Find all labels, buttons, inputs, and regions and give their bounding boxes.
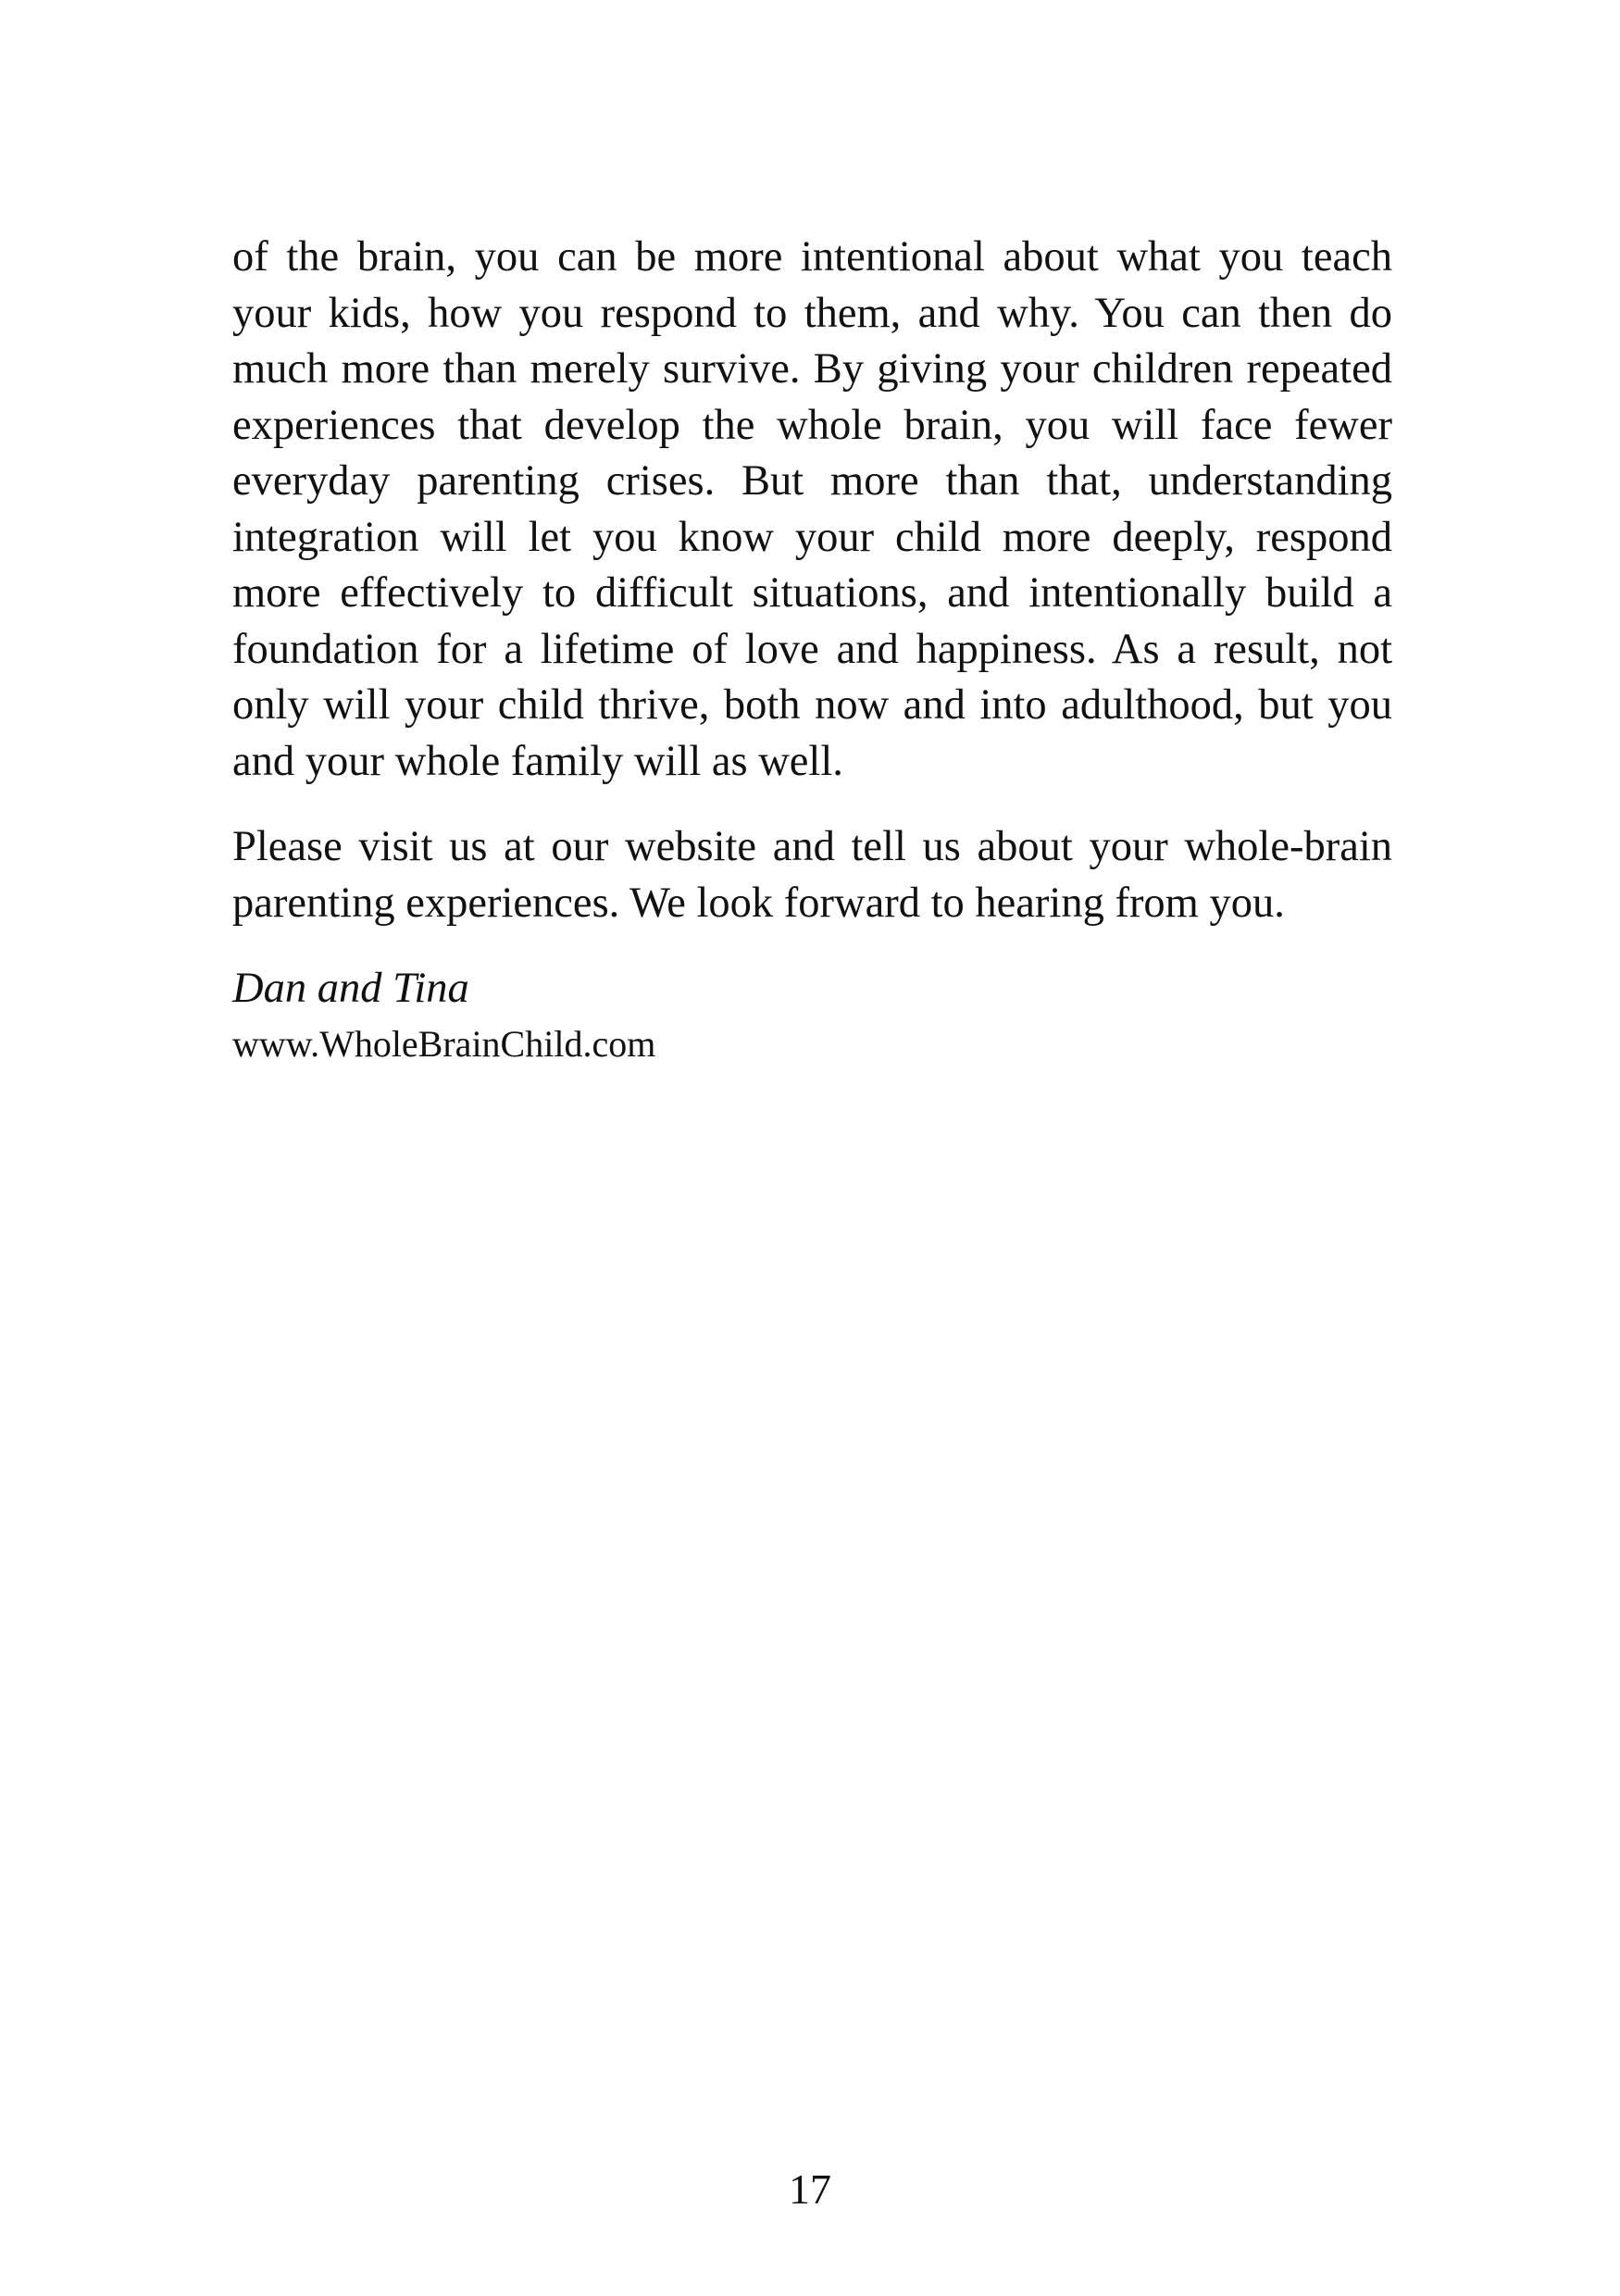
paragraph-invitation: Please visit us at our website and tell us about your whole-brain parenting experiences. We look forward to hearing from you. bbox=[232, 823, 1392, 927]
website-url: www.WholeBrainChild.com bbox=[232, 1023, 656, 1065]
paragraph-closing: of the brain, you can be more intentional about what you teach your kids, how you respond to them, and why. You can then do much more than merely survive. By giving your children repeated experiences that develop the whole brain, you will face fewer everyday parenting crises. But more than that, understanding integration will let you know your child more deeply, respond more effectively to difficult situations, and intentionally build a foundation for a lifetime of love and happiness. As a result, not only will your child thrive, both now and into adulthood, but you and your whole family will as well. bbox=[232, 233, 1392, 785]
body-text bbox=[232, 230, 1392, 1072]
page-number: 17 bbox=[789, 2165, 831, 2213]
author-signature: Dan and Tina bbox=[232, 965, 469, 1012]
